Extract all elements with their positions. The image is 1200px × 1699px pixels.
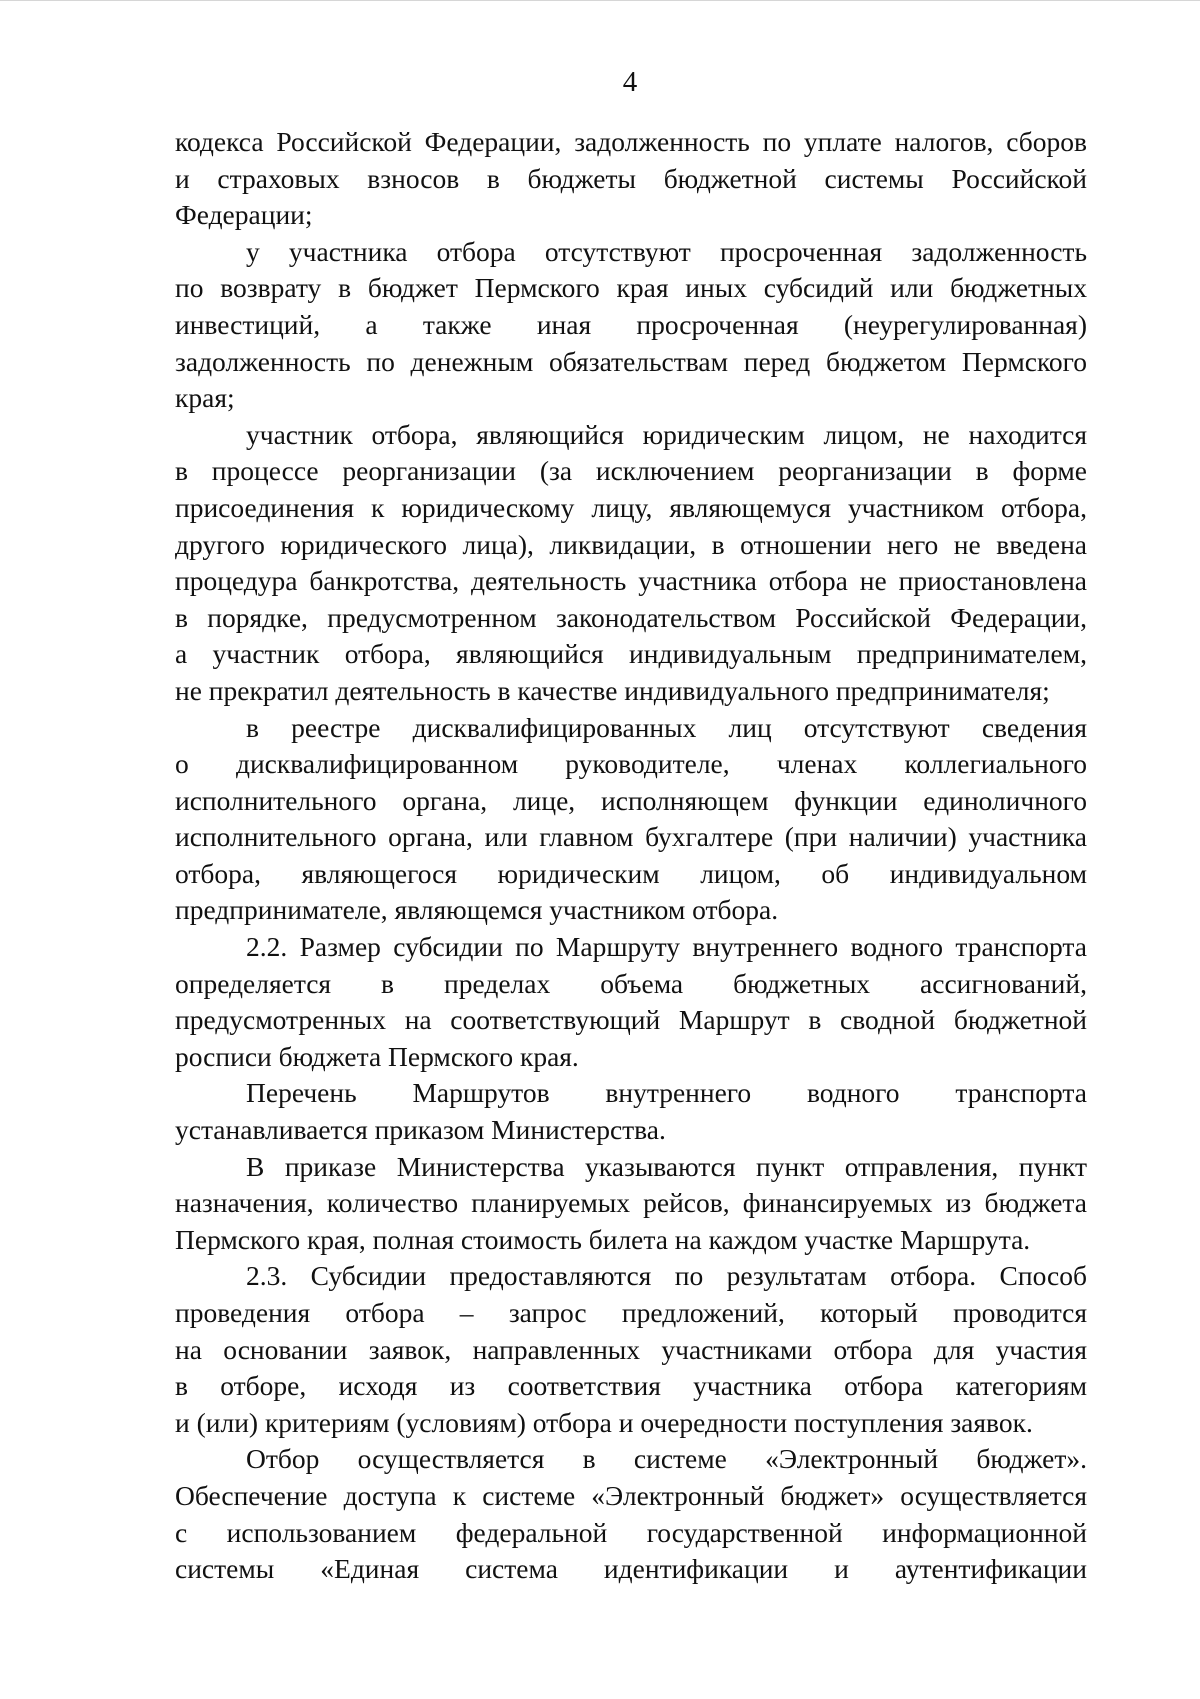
text-line: Обеспечение доступа к системе «Электронный бюджет» осуществляется	[175, 1479, 1087, 1511]
text-line: исполнительного органа, лице, исполняющем функции единоличного	[175, 784, 1087, 816]
text-line: о дисквалифицированном руководителе, членах коллегиального	[175, 748, 1087, 780]
text-line: на основании заявок, направленных участниками отбора для участия	[175, 1333, 1087, 1365]
text-line: с использованием федеральной государственной информационной	[175, 1516, 1087, 1548]
text-line: кодекса Российской Федерации, задолженность по уплате налогов, сборов	[175, 126, 1087, 157]
text-line: В приказе Министерства указываются пункт отправления, пункт	[246, 1150, 1087, 1182]
text-line: не прекратил деятельность в качестве индивидуального предпринимателя;	[175, 674, 1050, 706]
text-line: Отбор осуществляется в системе «Электронный бюджет».	[246, 1443, 1087, 1475]
text-line: задолженность по денежным обязательствам перед бюджетом Пермского	[175, 345, 1087, 377]
text-line: другого юридического лица), ликвидации, в отношении него не введена	[175, 528, 1087, 560]
text-line: исполнительного органа, или главном бухгалтере (при наличии) участника	[175, 821, 1087, 853]
document-body-text	[175, 124, 1087, 1588]
text-line: процедура банкротства, деятельность участника отбора не приостановлена	[175, 565, 1087, 597]
text-line: в реестре дисквалифицированных лиц отсутствуют сведения	[246, 711, 1087, 743]
text-line: 2.3. Субсидии предоставляются по результатам отбора. Способ	[246, 1260, 1087, 1292]
text-line: отбора, являющегося юридическим лицом, об индивидуальном	[175, 857, 1087, 889]
text-line: а участник отбора, являющийся индивидуальным предпринимателем,	[175, 638, 1087, 670]
text-line: росписи бюджета Пермского края.	[175, 1040, 579, 1072]
scan-top-edge	[0, 0, 1200, 1]
text-line: присоединения к юридическому лицу, являющемуся участником отбора,	[175, 491, 1087, 523]
text-line: у участника отбора отсутствуют просроченная задолженность	[246, 235, 1087, 267]
text-line: Федерации;	[175, 199, 313, 231]
text-line: устанавливается приказом Министерства.	[175, 1114, 666, 1146]
text-line: проведения отбора – запрос предложений, который проводится	[175, 1297, 1087, 1328]
text-line: в порядке, предусмотренном законодательством Российской Федерации,	[175, 601, 1087, 633]
text-line: инвестиций, а также иная просроченная (неурегулированная)	[175, 308, 1087, 340]
text-line: назначения, количество планируемых рейсов, финансируемых из бюджета	[175, 1187, 1087, 1219]
text-line: по возврату в бюджет Пермского края иных субсидий или бюджетных	[175, 272, 1087, 304]
text-line: 2.2. Размер субсидии по Маршруту внутреннего водного транспорта	[246, 931, 1087, 963]
text-line: в отборе, исходя из соответствия участника отбора категориям	[175, 1370, 1087, 1402]
text-line: и (или) критериям (условиям) отбора и очередности поступления заявок.	[175, 1406, 1033, 1438]
text-line: края;	[175, 382, 235, 414]
text-line: и страховых взносов в бюджеты бюджетной системы Российской	[175, 162, 1087, 194]
text-line: системы «Единая система идентификации и аутентификации	[175, 1553, 1087, 1585]
text-line: Пермского края, полная стоимость билета на каждом участке Маршрута.	[175, 1223, 1031, 1255]
text-line: предусмотренных на соответствующий Маршрут в сводной бюджетной	[175, 1004, 1087, 1036]
page-number: 4	[622, 66, 638, 98]
text-line: участник отбора, являющийся юридическим лицом, не находится	[246, 418, 1087, 450]
text-line: в процессе реорганизации (за исключением реорганизации в форме	[175, 455, 1087, 487]
text-line: определяется в пределах объема бюджетных ассигнований,	[175, 967, 1087, 999]
text-line: предпринимателе, являющемся участником отбора.	[175, 894, 779, 926]
text-line: Перечень Маршрутов внутреннего водного транспорта	[246, 1077, 1087, 1109]
